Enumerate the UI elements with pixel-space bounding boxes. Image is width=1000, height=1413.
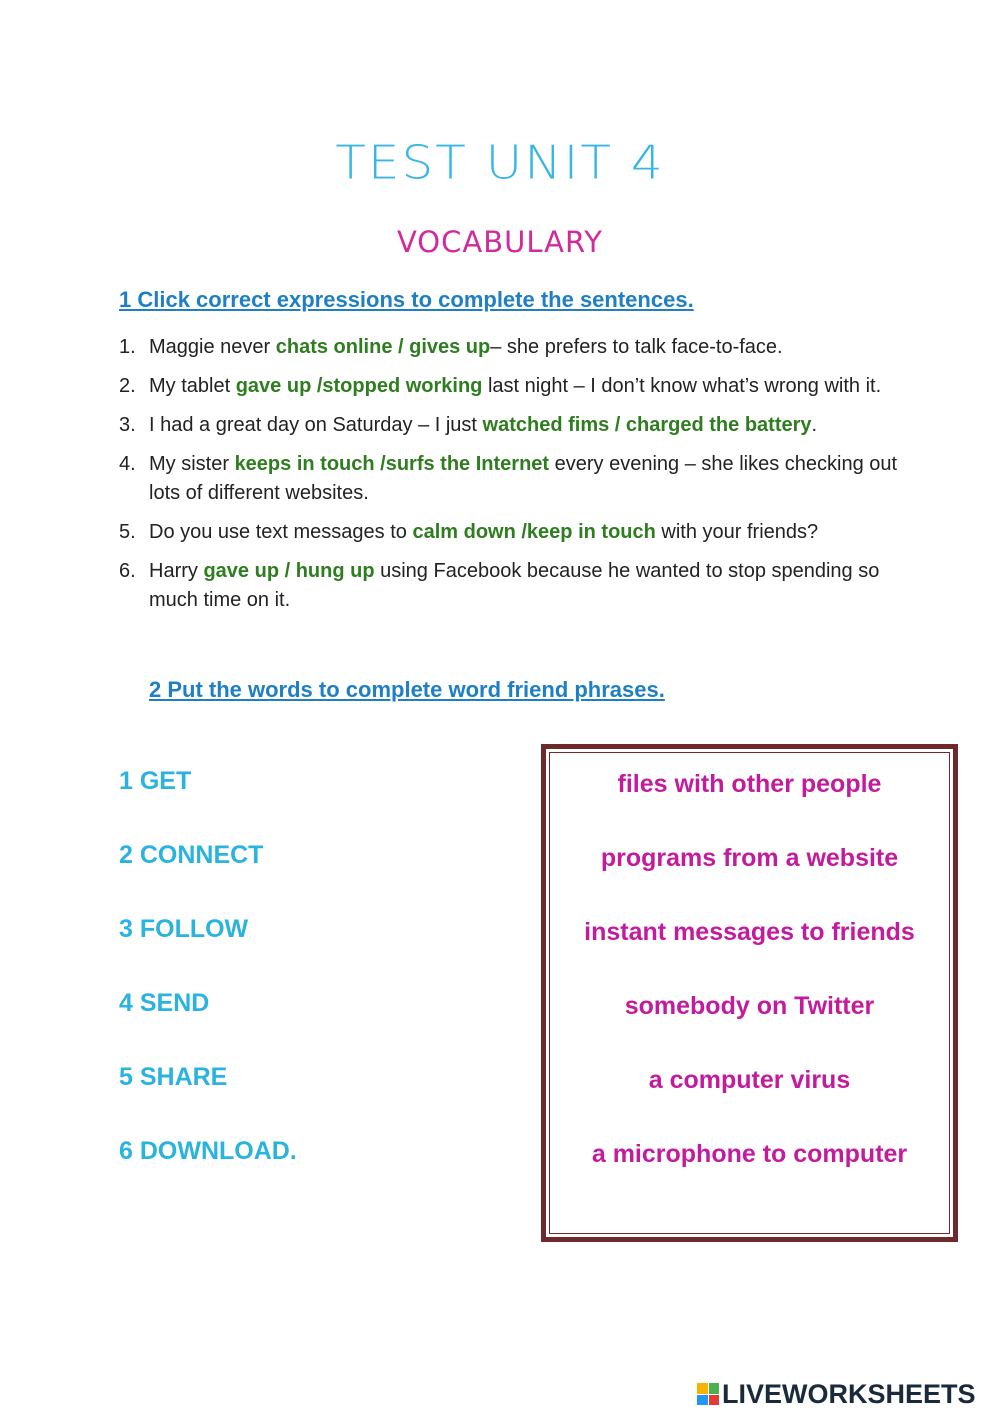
liveworksheets-logo bbox=[697, 1378, 976, 1410]
word-item-get[interactable]: 1 GET bbox=[119, 767, 192, 795]
sentence-number: 2. bbox=[119, 375, 136, 397]
sentence-text-before: I had a great day on Saturday – I just bbox=[149, 414, 483, 436]
sentence-item bbox=[119, 372, 899, 401]
section-2-heading: 2 Put the words to complete word friend phrases. bbox=[149, 677, 665, 702]
sentence-item bbox=[119, 557, 899, 615]
sentence-item bbox=[119, 518, 899, 547]
sentence-text-after: last night – I don’t know what’s wrong with it. bbox=[482, 375, 882, 397]
liveworksheets-logo-text: LIVEWORKSHEETS bbox=[722, 1378, 976, 1409]
sentence-text-after: . bbox=[811, 414, 818, 436]
page-subtitle: VOCABULARY bbox=[396, 225, 604, 259]
sentence-text-before: Do you use text messages to bbox=[149, 521, 413, 543]
section-1-heading: 1 Click correct expressions to complete the sentences. bbox=[119, 287, 694, 312]
word-list bbox=[119, 764, 297, 1208]
sentence-list bbox=[119, 333, 899, 625]
sentence-number: 4. bbox=[119, 453, 136, 475]
sentence-item bbox=[119, 450, 899, 508]
word-item-download[interactable]: 6 DOWNLOAD. bbox=[119, 1137, 297, 1165]
phrase-item[interactable]: files with other people bbox=[617, 770, 882, 798]
phrase-item[interactable]: a microphone to computer bbox=[591, 1140, 908, 1168]
sentence-number: 5. bbox=[119, 521, 136, 543]
sentence-text-before: Harry bbox=[149, 560, 204, 582]
sentence-number: 3. bbox=[119, 414, 136, 436]
sentence-text-after: – she prefers to talk face-to-face. bbox=[490, 336, 783, 358]
expression-options[interactable]: gave up / hung up bbox=[203, 560, 375, 582]
phrase-item[interactable]: instant messages to friends bbox=[584, 918, 915, 946]
phrase-list bbox=[546, 767, 953, 1211]
phrase-item[interactable]: programs from a website bbox=[600, 844, 899, 872]
sentence-text-after: every evening – she likes checking out lots of different websites. bbox=[149, 453, 898, 504]
sentence-number: 1. bbox=[119, 336, 136, 358]
liveworksheets-logo-icon bbox=[697, 1383, 719, 1405]
phrase-item[interactable]: a computer virus bbox=[648, 1066, 851, 1094]
word-item-share[interactable]: 5 SHARE bbox=[119, 1063, 228, 1091]
sentence-text-before: My tablet bbox=[149, 375, 236, 397]
expression-options[interactable]: gave up /stopped working bbox=[235, 375, 483, 397]
sentence-text-before: Maggie never bbox=[149, 336, 276, 358]
page-title: TEST UNIT 4 bbox=[335, 136, 665, 190]
sentence-text-before: My sister bbox=[149, 453, 235, 475]
sentence-number: 6. bbox=[119, 560, 136, 582]
word-item-connect[interactable]: 2 CONNECT bbox=[119, 841, 264, 869]
word-item-follow[interactable]: 3 FOLLOW bbox=[119, 915, 249, 943]
sentence-text-after: using Facebook because he wanted to stop spending so much time on it. bbox=[149, 560, 880, 611]
expression-options[interactable]: watched fims / charged the battery bbox=[482, 414, 812, 436]
expression-options[interactable]: chats online / gives up bbox=[275, 336, 491, 358]
expression-options[interactable]: calm down /keep in touch bbox=[412, 521, 656, 543]
sentence-item bbox=[119, 333, 899, 362]
word-item-send[interactable]: 4 SEND bbox=[119, 989, 210, 1017]
phrase-box bbox=[541, 744, 958, 1242]
sentence-item bbox=[119, 411, 899, 440]
expression-options[interactable]: keeps in touch /surfs the Internet bbox=[234, 453, 550, 475]
phrase-item[interactable]: somebody on Twitter bbox=[624, 992, 875, 1020]
sentence-text-after: with your friends? bbox=[655, 521, 819, 543]
